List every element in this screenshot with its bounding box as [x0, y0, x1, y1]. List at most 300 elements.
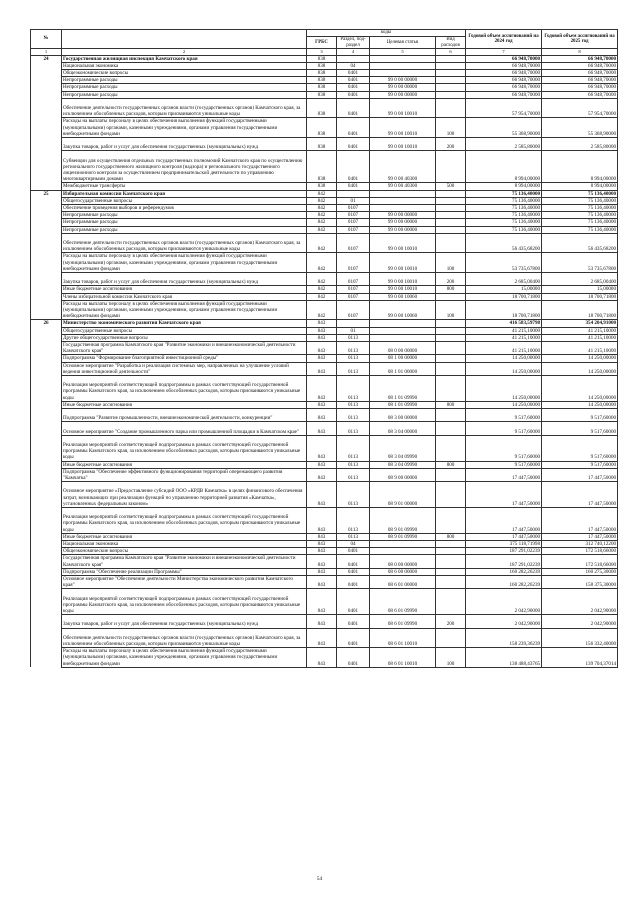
- row-name: Избирательная комиссия Камчатского края: [62, 190, 307, 197]
- header-name: [62, 30, 307, 49]
- row-expense-type: [436, 98, 466, 118]
- row-target-article: 08 1 01 00000: [370, 362, 436, 375]
- row-amount-2025: 66 948,70000: [542, 77, 618, 84]
- row-target-article: 08 1 00 00000: [370, 355, 436, 362]
- table-row: [31, 138, 618, 151]
- row-razdel: 0401: [337, 183, 370, 190]
- row-name: Обеспечение деятельности государственных органов власти (государственных органов) Камчатского края, за исключением обособленных расходов, которым присваиваются уникальные коды: [62, 233, 307, 253]
- row-amount-2024: 66 948,70000: [466, 70, 542, 77]
- table-row: [31, 233, 618, 253]
- row-amount-2025: 2 042,90000: [542, 589, 618, 615]
- row-number: [31, 98, 62, 118]
- row-expense-type: [436, 91, 466, 98]
- row-grbs: 838: [307, 70, 337, 77]
- row-name: Расходы на выплаты персоналу в целях обеспечения выполнения функций государственными (муниципальными) органами, казенными учреждениями, органами управления государственными внебюджетными фондами: [62, 118, 307, 138]
- row-target-article: 08 3 04 09990: [370, 435, 436, 461]
- row-razdel: 0113: [337, 409, 370, 422]
- row-razdel: 0401: [337, 568, 370, 575]
- row-name: Национальная экономика: [62, 62, 307, 69]
- row-expense-type: [436, 376, 466, 402]
- row-razdel: 0107: [337, 293, 370, 300]
- row-number: 24: [31, 55, 62, 62]
- row-expense-type: [436, 320, 466, 327]
- row-amount-2024: 17 447,50000: [466, 533, 542, 540]
- row-name: Государственная жилищная инспекция Камчатского края: [62, 55, 307, 62]
- row-amount-2024: 8 994,00000: [466, 151, 542, 183]
- row-number: [31, 576, 62, 589]
- row-amount-2024: 66 948,70000: [466, 77, 542, 84]
- row-amount-2024: 66 948,70000: [466, 91, 542, 98]
- row-amount-2025: 17 447,50000: [542, 508, 618, 534]
- row-grbs: 842: [307, 293, 337, 300]
- table-row: [31, 226, 618, 233]
- row-target-article: 99 0 00 10010: [370, 286, 436, 293]
- row-target-article: 08 9 01 00000: [370, 482, 436, 508]
- table-row: [31, 362, 618, 375]
- row-target-article: [370, 541, 436, 548]
- row-amount-2025: 55 368,90000: [542, 118, 618, 138]
- row-grbs: 838: [307, 84, 337, 91]
- row-expense-type: [436, 482, 466, 508]
- row-amount-2024: 75 136,40000: [466, 212, 542, 219]
- row-amount-2025: 66 948,70000: [542, 84, 618, 91]
- row-target-article: [370, 55, 436, 62]
- row-amount-2024: 9 517,60000: [466, 435, 542, 461]
- table-row: [31, 190, 618, 197]
- row-target-article: [370, 334, 436, 341]
- table-row: [31, 327, 618, 334]
- table-row: [31, 435, 618, 461]
- row-name: Подпрограмма "Формирование благоприятной инвестиционной среды": [62, 355, 307, 362]
- row-number: [31, 615, 62, 628]
- row-name: Общегосударственные вопросы: [62, 197, 307, 204]
- row-grbs: 842: [307, 253, 337, 273]
- col-num: 6: [436, 49, 466, 55]
- row-grbs: 842: [307, 219, 337, 226]
- row-razdel: 0113: [337, 334, 370, 341]
- row-number: [31, 77, 62, 84]
- row-razdel: 0107: [337, 253, 370, 273]
- row-razdel: 0113: [337, 376, 370, 402]
- row-amount-2025: 9 517,60000: [542, 435, 618, 461]
- table-row: [31, 576, 618, 589]
- row-name: Национальная экономика: [62, 541, 307, 548]
- row-expense-type: [436, 576, 466, 589]
- row-razdel: [337, 190, 370, 197]
- row-number: [31, 355, 62, 362]
- row-amount-2025: 17 447,50000: [542, 468, 618, 481]
- row-number: [31, 293, 62, 300]
- row-grbs: 842: [307, 286, 337, 293]
- row-amount-2025: 2 042,90000: [542, 615, 618, 628]
- table-row: [31, 151, 618, 183]
- row-amount-2024: 160 282,26239: [466, 568, 542, 575]
- row-name: Подпрограмма "Развитие промышленности, внешнеэкономической деятельности, конкуренции": [62, 409, 307, 422]
- row-amount-2025: 75 136,40000: [542, 212, 618, 219]
- header-expense-type: Вид расходов: [436, 37, 466, 49]
- row-amount-2024: 75 136,40000: [466, 226, 542, 233]
- row-expense-type: [436, 77, 466, 84]
- table-row: [31, 468, 618, 481]
- row-grbs: 843: [307, 355, 337, 362]
- row-grbs: 842: [307, 190, 337, 197]
- row-expense-type: 100: [436, 648, 466, 668]
- table-row: [31, 183, 618, 190]
- row-target-article: 99 0 00 10010: [370, 253, 436, 273]
- table-row: [31, 334, 618, 341]
- row-target-article: 99 0 00 10010: [370, 273, 436, 286]
- row-number: [31, 286, 62, 293]
- row-name: Члены избирательной комиссии Камчатского края: [62, 293, 307, 300]
- row-target-article: [370, 197, 436, 204]
- row-name: Реализация мероприятий соответствующей подпрограммы в рамках соответствующей государственной программы Камчатского края, за исключением обособленных расходов, которым присваиваются уникальные коды: [62, 589, 307, 615]
- row-target-article: 08 1 01 09990: [370, 401, 436, 408]
- row-amount-2024: 56 435,68200: [466, 233, 542, 253]
- row-amount-2025: 354 204,91000: [542, 320, 618, 327]
- row-grbs: 842: [307, 300, 337, 320]
- header-target-article: Целевая статья: [370, 37, 436, 49]
- row-expense-type: [436, 508, 466, 534]
- row-expense-type: [436, 226, 466, 233]
- row-amount-2025: 75 136,40000: [542, 197, 618, 204]
- row-expense-type: [436, 468, 466, 481]
- row-number: [31, 183, 62, 190]
- row-amount-2024: 416 583,59798: [466, 320, 542, 327]
- table-row: [31, 91, 618, 98]
- row-number: [31, 533, 62, 540]
- table-row: [31, 286, 618, 293]
- row-number: [31, 205, 62, 212]
- row-name: Основное мероприятие «Предоставление субсидий ООО «КРДВ Камчатка» в целях финансового обеспечения затрат, возникающих при реализации функций по управлению территорией развития «Камчатка», установленных федеральным законом»: [62, 482, 307, 508]
- row-razdel: 0107: [337, 226, 370, 233]
- row-expense-type: [436, 362, 466, 375]
- row-target-article: 99 0 00 00000: [370, 219, 436, 226]
- row-name: Другие общегосударственные вопросы: [62, 334, 307, 341]
- row-target-article: 08 3 04 09990: [370, 461, 436, 468]
- table-row: [31, 70, 618, 77]
- row-razdel: 0401: [337, 628, 370, 648]
- row-amount-2024: 41 215,10000: [466, 327, 542, 334]
- col-num: 5: [370, 49, 436, 55]
- row-expense-type: 800: [436, 461, 466, 468]
- row-razdel: 0401: [337, 91, 370, 98]
- row-razdel: 0107: [337, 286, 370, 293]
- row-expense-type: 100: [436, 253, 466, 273]
- row-target-article: 08 6 01 09990: [370, 615, 436, 628]
- row-razdel: 04: [337, 541, 370, 548]
- row-grbs: 843: [307, 548, 337, 555]
- table-row: [31, 98, 618, 118]
- row-grbs: 843: [307, 568, 337, 575]
- row-amount-2024: 160 282,26239: [466, 576, 542, 589]
- row-name: Обеспечение проведения выборов и референдумов: [62, 205, 307, 212]
- header-year-2025: Годовой объем ассигнований на 2025 год: [542, 30, 618, 49]
- row-grbs: 843: [307, 422, 337, 435]
- row-expense-type: [436, 355, 466, 362]
- row-target-article: 99 0 00 10060: [370, 300, 436, 320]
- row-target-article: [370, 327, 436, 334]
- row-grbs: 843: [307, 435, 337, 461]
- page-number: 54: [316, 876, 323, 882]
- row-amount-2025: 172 518,66000: [542, 555, 618, 568]
- row-name: Подпрограмма "Обеспечение реализации Программы": [62, 568, 307, 575]
- row-number: [31, 62, 62, 69]
- col-num: 2: [62, 49, 307, 55]
- table-row: [31, 422, 618, 435]
- table-row: [31, 589, 618, 615]
- row-grbs: 842: [307, 205, 337, 212]
- row-number: [31, 362, 62, 375]
- row-name: Обеспечение деятельности государственных органов власти (государственных органов) Камчатского края, за исключением обособленных расходов, которым присваиваются уникальные коды: [62, 98, 307, 118]
- row-expense-type: [436, 212, 466, 219]
- row-name: Субвенции для осуществления отдельных государственных полномочий Камчатского края по осуществлению регионального государственного жилищного контроля (надзора) и регионального государственного лицензионного контроля за осуществлением предпринимательской деятельности по управлению многоквартирными домами: [62, 151, 307, 183]
- row-amount-2024: 2 042,90000: [466, 615, 542, 628]
- header-year-2024: Годовой объем ассигнований на 2024 год: [466, 30, 542, 49]
- row-amount-2025: 14 250,00000: [542, 376, 618, 402]
- row-grbs: 843: [307, 628, 337, 648]
- row-amount-2025: 8 994,00000: [542, 151, 618, 183]
- row-amount-2025: 57 954,70000: [542, 98, 618, 118]
- row-amount-2025: 17 447,50000: [542, 482, 618, 508]
- row-target-article: 99 0 00 10010: [370, 138, 436, 151]
- table-row: [31, 62, 618, 69]
- row-name: Расходы на выплаты персоналу в целях обеспечения выполнения функций государственными (муниципальными) органами, казенными учреждениями, органами управления государственными внебюджетными фондами: [62, 648, 307, 668]
- row-number: [31, 300, 62, 320]
- row-name: Общегосударственные вопросы: [62, 327, 307, 334]
- row-razdel: 0107: [337, 273, 370, 286]
- row-expense-type: [436, 84, 466, 91]
- row-expense-type: 500: [436, 183, 466, 190]
- row-razdel: 01: [337, 197, 370, 204]
- row-amount-2024: 53 735,67800: [466, 253, 542, 273]
- row-amount-2024: 17 447,50000: [466, 468, 542, 481]
- row-number: [31, 435, 62, 461]
- row-razdel: 0401: [337, 576, 370, 589]
- row-amount-2025: 156 332,40000: [542, 628, 618, 648]
- row-razdel: 0113: [337, 401, 370, 408]
- table-row: [31, 197, 618, 204]
- table-row: [31, 482, 618, 508]
- row-amount-2025: 2 685,00400: [542, 273, 618, 286]
- row-amount-2024: 8 994,00000: [466, 183, 542, 190]
- row-razdel: 0401: [337, 138, 370, 151]
- row-amount-2025: 56 435,68200: [542, 233, 618, 253]
- row-number: [31, 555, 62, 568]
- row-amount-2025: 14 250,00000: [542, 401, 618, 408]
- row-grbs: 843: [307, 327, 337, 334]
- row-razdel: 04: [337, 62, 370, 69]
- row-expense-type: [436, 219, 466, 226]
- row-amount-2024: 187 291,02239: [466, 548, 542, 555]
- row-razdel: 0113: [337, 422, 370, 435]
- row-razdel: 0107: [337, 205, 370, 212]
- row-razdel: 0401: [337, 84, 370, 91]
- row-target-article: [370, 62, 436, 69]
- row-grbs: 842: [307, 273, 337, 286]
- row-target-article: 08 3 00 00000: [370, 409, 436, 422]
- row-target-article: [370, 205, 436, 212]
- row-name: Закупка товаров, работ и услуг для обеспечения государственных (муниципальных) нужд: [62, 273, 307, 286]
- row-number: [31, 212, 62, 219]
- header-grbs: ГРБС: [307, 37, 337, 49]
- table-row: [31, 355, 618, 362]
- row-name: Иные бюджетные ассигнования: [62, 286, 307, 293]
- row-name: Непрограммные расходы: [62, 219, 307, 226]
- row-expense-type: 200: [436, 273, 466, 286]
- row-expense-type: [436, 62, 466, 69]
- row-razdel: 0107: [337, 233, 370, 253]
- row-target-article: 99 0 00 00000: [370, 77, 436, 84]
- row-number: [31, 327, 62, 334]
- row-target-article: 99 0 00 00000: [370, 84, 436, 91]
- table-row: [31, 461, 618, 468]
- row-razdel: 0107: [337, 212, 370, 219]
- row-name: Межбюджетные трансферты: [62, 183, 307, 190]
- row-amount-2025: 75 136,40000: [542, 205, 618, 212]
- row-grbs: 843: [307, 362, 337, 375]
- row-razdel: 0107: [337, 300, 370, 320]
- row-expense-type: [436, 205, 466, 212]
- row-number: [31, 461, 62, 468]
- row-amount-2025: 14 250,00000: [542, 362, 618, 375]
- row-amount-2025: 160 275,30000: [542, 568, 618, 575]
- row-name: Государственная программа Камчатского края "Развитие экономики и внешнеэкономической деятельности Камчатского края": [62, 342, 307, 355]
- col-num: 7: [466, 49, 542, 55]
- row-amount-2025: 53 735,67800: [542, 253, 618, 273]
- row-amount-2025: 312 740,12200: [542, 541, 618, 548]
- row-amount-2024: 187 291,02239: [466, 555, 542, 568]
- row-name: Государственная программа Камчатского края "Развитие экономики и внешнеэкономической деятельности Камчатского края": [62, 555, 307, 568]
- header-number: №: [31, 30, 62, 49]
- row-number: [31, 118, 62, 138]
- row-grbs: 838: [307, 151, 337, 183]
- row-amount-2024: 41 215,10000: [466, 334, 542, 341]
- row-amount-2025: 66 948,70000: [542, 70, 618, 77]
- row-amount-2024: 57 954,70000: [466, 98, 542, 118]
- row-grbs: 843: [307, 615, 337, 628]
- row-name: Непрограммные расходы: [62, 77, 307, 84]
- row-amount-2024: 75 136,40000: [466, 190, 542, 197]
- row-number: [31, 70, 62, 77]
- row-grbs: 843: [307, 461, 337, 468]
- table-row: [31, 118, 618, 138]
- row-razdel: 0401: [337, 555, 370, 568]
- row-target-article: 99 0 00 10010: [370, 233, 436, 253]
- row-expense-type: 800: [436, 286, 466, 293]
- row-expense-type: [436, 327, 466, 334]
- row-amount-2024: 75 136,40000: [466, 205, 542, 212]
- row-grbs: 843: [307, 508, 337, 534]
- row-number: [31, 568, 62, 575]
- row-razdel: 0401: [337, 589, 370, 615]
- row-number: 25: [31, 190, 62, 197]
- table-row: [31, 320, 618, 327]
- row-name: Обеспечение деятельности государственных органов власти (государственных органов) Камчатского края, за исключением обособленных расходов, которым присваиваются уникальные коды: [62, 628, 307, 648]
- row-target-article: 99 0 00 00000: [370, 226, 436, 233]
- row-amount-2025: 139 704,37014: [542, 648, 618, 668]
- row-expense-type: [436, 190, 466, 197]
- row-amount-2025: 2 585,80000: [542, 138, 618, 151]
- row-number: [31, 409, 62, 422]
- table-row: [31, 253, 618, 273]
- row-amount-2025: 15,00000: [542, 286, 618, 293]
- table-row: [31, 555, 618, 568]
- row-target-article: 99 0 00 40300: [370, 183, 436, 190]
- row-amount-2025: 18 700,71800: [542, 300, 618, 320]
- row-amount-2025: 41 215,10000: [542, 342, 618, 355]
- row-grbs: 843: [307, 334, 337, 341]
- row-amount-2024: 9 517,60000: [466, 409, 542, 422]
- table-row: [31, 376, 618, 402]
- row-amount-2024: 75 136,40000: [466, 197, 542, 204]
- row-amount-2025: 41 215,10000: [542, 334, 618, 341]
- row-target-article: 08 6 00 00000: [370, 568, 436, 575]
- row-expense-type: 200: [436, 615, 466, 628]
- row-name: Основное мероприятие "Обеспечение деятельности Министерства экономического развития Камчатского края": [62, 576, 307, 589]
- row-grbs: 842: [307, 197, 337, 204]
- row-amount-2024: 14 250,00000: [466, 355, 542, 362]
- row-amount-2024: 75 136,40000: [466, 219, 542, 226]
- row-razdel: 0401: [337, 151, 370, 183]
- row-amount-2024: 17 447,50000: [466, 508, 542, 534]
- row-target-article: 08 0 00 00000: [370, 555, 436, 568]
- row-target-article: 99 0 00 00000: [370, 212, 436, 219]
- row-name: Непрограммные расходы: [62, 226, 307, 233]
- row-amount-2024: 17 447,50000: [466, 482, 542, 508]
- row-name: Министерство экономического развития Камчатского края: [62, 320, 307, 327]
- row-amount-2024: 66 948,70000: [466, 55, 542, 62]
- row-expense-type: [436, 70, 466, 77]
- row-number: [31, 589, 62, 615]
- table-row: [31, 548, 618, 555]
- col-num: 8: [542, 49, 618, 55]
- row-expense-type: [436, 334, 466, 341]
- row-number: [31, 422, 62, 435]
- row-target-article: 08 6 01 10010: [370, 628, 436, 648]
- row-number: [31, 376, 62, 402]
- row-number: [31, 91, 62, 98]
- row-expense-type: [436, 568, 466, 575]
- row-name: Закупка товаров, работ и услуг для обеспечения государственных (муниципальных) нужд: [62, 615, 307, 628]
- row-razdel: 0401: [337, 548, 370, 555]
- row-name: Реализация мероприятий соответствующей подпрограммы в рамках соответствующей государственной программы Камчатского края, за исключением обособленных расходов, которым присваиваются уникальные коды: [62, 376, 307, 402]
- row-grbs: 843: [307, 342, 337, 355]
- row-grbs: 843: [307, 648, 337, 668]
- table-row: [31, 273, 618, 286]
- row-razdel: [337, 55, 370, 62]
- budget-table: [30, 29, 618, 668]
- row-expense-type: [436, 628, 466, 648]
- row-number: [31, 548, 62, 555]
- row-expense-type: [436, 233, 466, 253]
- row-number: [31, 508, 62, 534]
- row-razdel: [337, 320, 370, 327]
- row-number: [31, 151, 62, 183]
- row-name: Расходы на выплаты персоналу в целях обеспечения выполнения функций государственными (муниципальными) органами, казенными учреждениями, органами управления государственными внебюджетными фондами: [62, 253, 307, 273]
- row-name: Подпрограмма "Обеспечение эффективного функционирования территорий опережающего развития "Камчатка": [62, 468, 307, 481]
- row-name: Непрограммные расходы: [62, 84, 307, 91]
- row-grbs: 843: [307, 533, 337, 540]
- row-razdel: 0113: [337, 435, 370, 461]
- row-number: [31, 541, 62, 548]
- row-number: [31, 138, 62, 151]
- row-expense-type: 100: [436, 118, 466, 138]
- row-name: Иные бюджетные ассигнования: [62, 461, 307, 468]
- row-amount-2025: 66 948,70000: [542, 91, 618, 98]
- row-amount-2024: 14 250,00000: [466, 401, 542, 408]
- row-amount-2024: 158 239,36239: [466, 628, 542, 648]
- row-name: Общеэкономические вопросы: [62, 70, 307, 77]
